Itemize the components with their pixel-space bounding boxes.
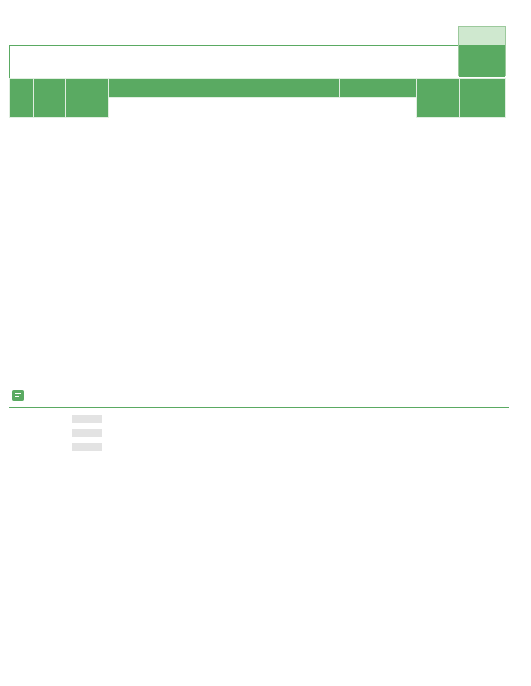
header-name [65, 79, 109, 118]
info-frame [9, 45, 458, 78]
stat-value-times [72, 415, 102, 423]
grade-donut-charts [232, 403, 422, 455]
class-count-label [459, 45, 505, 77]
header-completion [339, 79, 416, 98]
header-student-id [34, 79, 65, 118]
stat-value-students [72, 443, 102, 451]
stat-value-subject [72, 429, 102, 437]
header-seq [10, 79, 34, 118]
homework-check-table [9, 78, 506, 118]
sheet-title [12, 22, 454, 44]
header-remarks [460, 79, 506, 118]
class-count-box [458, 26, 506, 76]
grade-bar-chart [112, 410, 230, 458]
header-group-leader [416, 79, 460, 118]
header-holiday-homework [109, 79, 340, 98]
class-count-value [459, 27, 505, 45]
comment-icon [12, 390, 24, 401]
